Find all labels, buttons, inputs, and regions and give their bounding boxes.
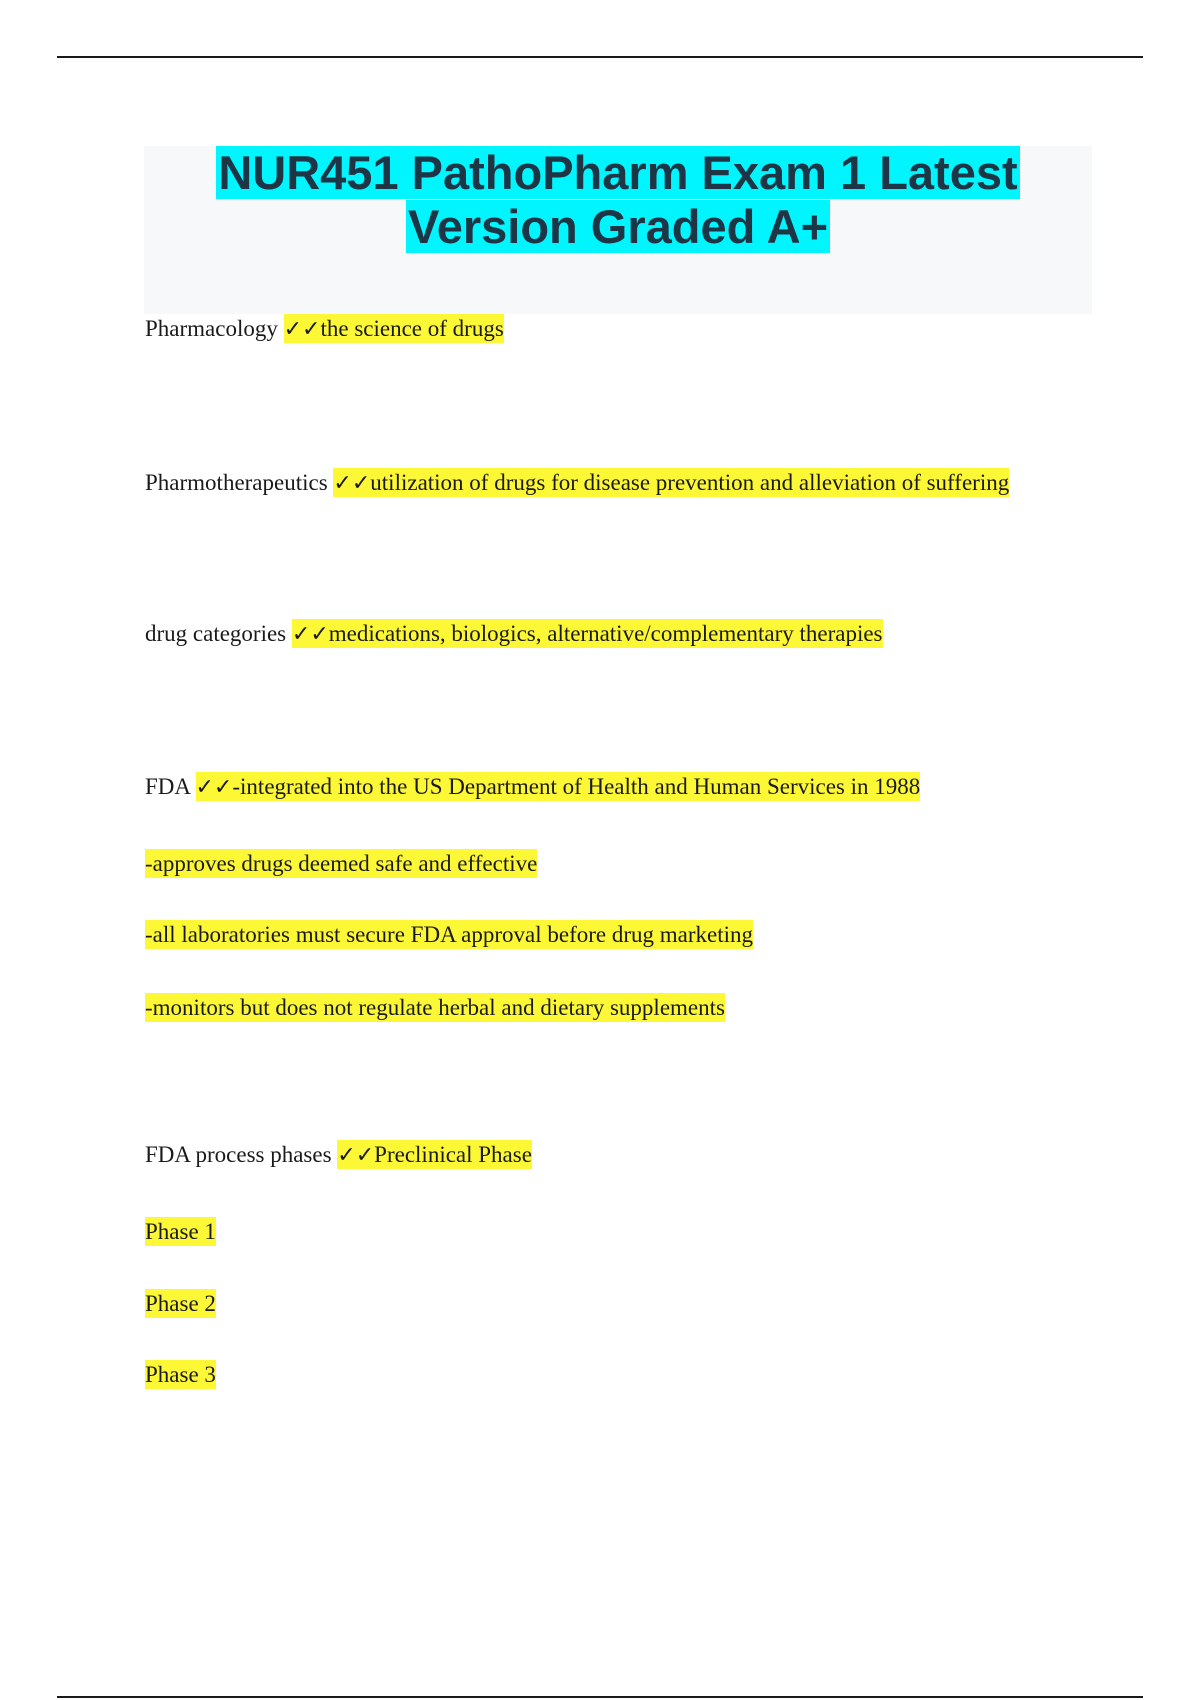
answer	[337, 1140, 532, 1169]
top-rule	[57, 56, 1143, 58]
term: Pharmacology	[145, 316, 278, 341]
title-line-1: NUR451 PathoPharm Exam 1 Latest	[218, 146, 1018, 199]
answer	[333, 468, 1009, 497]
term: FDA process phases	[145, 1142, 332, 1167]
answer-text: -integrated into the US Department of Health and Human Services in 1988	[232, 774, 921, 799]
title-banner	[144, 146, 1092, 314]
double-check-icon: ✓✓	[337, 1143, 375, 1168]
flashcard-drug-categories	[145, 619, 883, 650]
answer-text: Phase 1	[145, 1219, 216, 1244]
title-line-2: Version Graded A+	[407, 200, 829, 253]
term: FDA	[145, 774, 190, 799]
fda-detail-line	[145, 920, 753, 950]
answer	[196, 772, 921, 801]
double-check-icon: ✓✓	[333, 471, 371, 496]
answer-text: utilization of drugs for disease prevention and alleviation of suffering	[370, 470, 1010, 495]
answer-text: Preclinical Phase	[374, 1142, 532, 1167]
phase-line	[145, 1360, 216, 1390]
double-check-icon: ✓✓	[283, 317, 321, 342]
fda-detail-line	[145, 849, 537, 879]
flashcard-fda	[145, 772, 920, 803]
answer-text: Phase 2	[145, 1291, 216, 1316]
flashcard-pharmotherapeutics	[145, 468, 1009, 499]
phase-line	[145, 1217, 216, 1247]
phase-line	[145, 1289, 216, 1319]
bottom-rule	[57, 1696, 1143, 1698]
answer-text: -approves drugs deemed safe and effective	[145, 851, 538, 876]
answer	[284, 314, 504, 343]
double-check-icon: ✓✓	[291, 622, 329, 647]
answer-text: the science of drugs	[320, 316, 504, 341]
fda-detail-line	[145, 993, 725, 1023]
answer-text: medications, biologics, alternative/complementary therapies	[328, 621, 883, 646]
flashcard-pharmacology	[145, 314, 504, 345]
term: Pharmotherapeutics	[145, 470, 328, 495]
answer-text: -monitors but does not regulate herbal and dietary supplements	[145, 995, 725, 1020]
document-title	[144, 146, 1092, 254]
flashcard-fda-process-phases	[145, 1140, 532, 1171]
answer-text: Phase 3	[145, 1362, 216, 1387]
double-check-icon: ✓✓	[195, 775, 233, 800]
answer	[292, 619, 883, 648]
answer-text: -all laboratories must secure FDA approval before drug marketing	[145, 922, 754, 947]
term: drug categories	[145, 621, 287, 646]
